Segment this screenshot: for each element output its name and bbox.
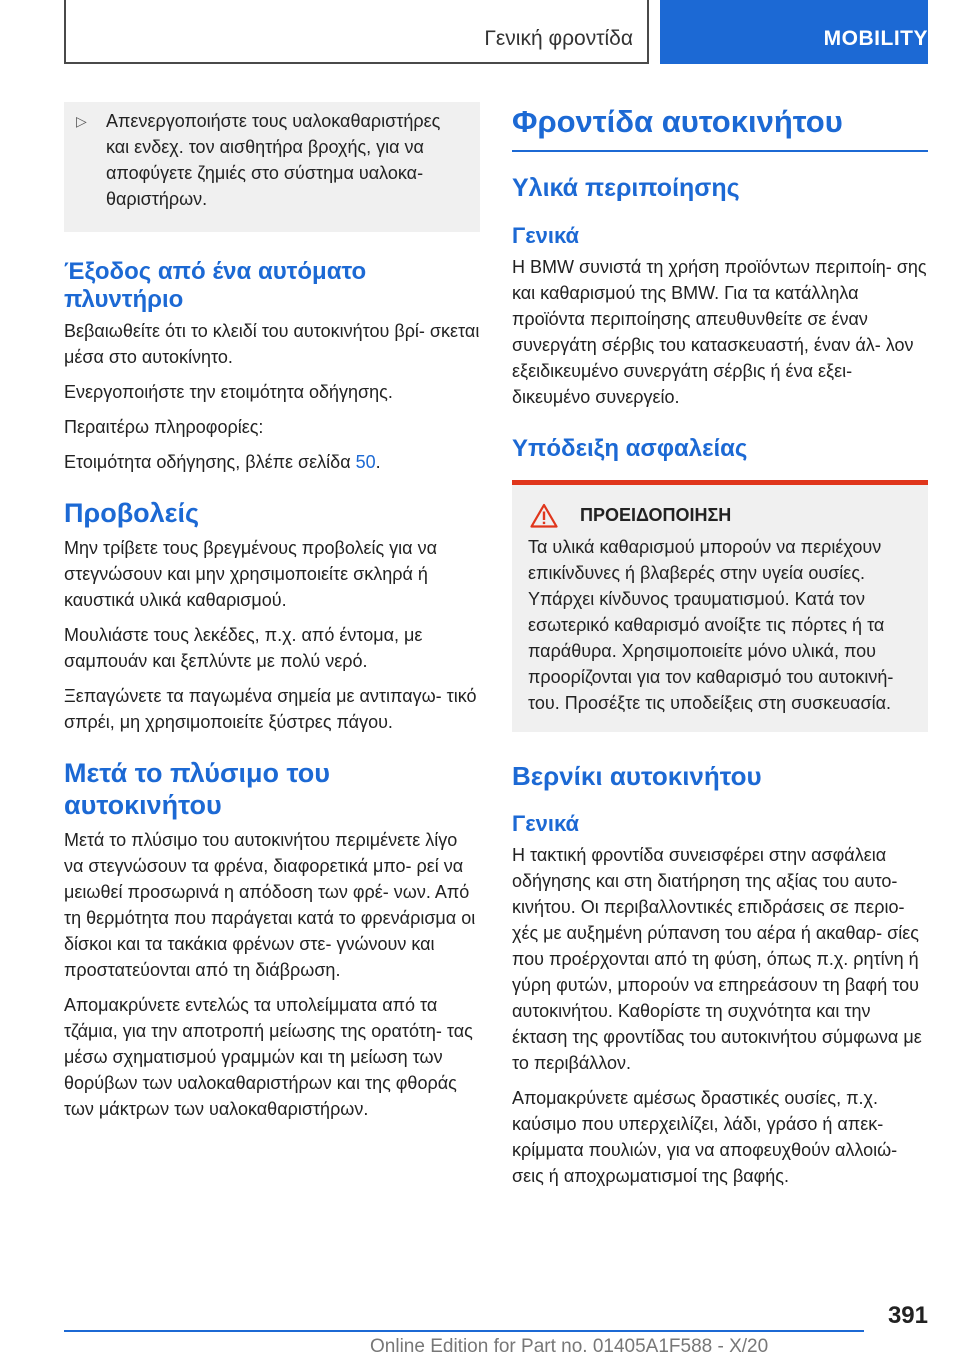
page-number: 391: [887, 1302, 928, 1329]
heading-general: Γενικά: [512, 811, 580, 836]
paragraph: Μουλιάστε τους λεκέδες, π.χ. από έντομα, με σαμπουάν και ξεπλύντε με πολύ νερό.: [64, 625, 423, 671]
triangle-bullet-icon: ▷: [76, 113, 87, 129]
chapter-tab: [660, 0, 928, 64]
footer-divider: [64, 1330, 864, 1332]
paragraph: Ενεργοποιήστε την ετοιμότητα οδήγησης.: [64, 382, 393, 402]
page-link[interactable]: 50: [355, 452, 376, 472]
paragraph: Ξεπαγώνετε τα παγωμένα σημεία με αντιπαγω‐ τικό σπρέι, μη χρησιμοποιείτε ξύστρες πάγου.: [64, 686, 477, 732]
right-column: [512, 102, 928, 1198]
paragraph: Μην τρίβετε τους βρεγμένους προβολείς για να στεγνώσουν και μην χρησιμοποιείτε σκληρά ή καυστικά υλικά καθαρισμού.: [64, 538, 437, 610]
paragraph: Η BMW συνιστά τη χρήση προϊόντων περιποίη‐ σης και καθαρισμού της BMW. Για τα κατάλληλα προϊόντα περιποίησης απευθυνθείτε σε έναν συνεργάτη σέρβις του κατασκευαστή, έναν άλ‐ λον εξειδικευμένο συνεργάτη σέρβις ή ένα εξει‐ δικευμένο συνεργείο.: [512, 257, 927, 407]
paragraph: Μετά το πλύσιμο του αυτοκινήτου περιμένετε λίγο να στεγνώσουν τα φρένα, διαφορετικά μπο‐ ρεί να μειωθεί προσωρινά η απόδοση των φρέ‐ νων. Από τη θερμότητα που παράγεται κατά το φρενάρισμα οι δίσκοι και τα τακάκια φρένων στε‐ γνώνουν και προστατεύονται από τη διάβρωση.: [64, 830, 476, 980]
section-heading-vehicle-care: Φροντίδα αυτοκινήτου: [512, 102, 928, 152]
heading-paintwork: Βερνίκι αυτοκινήτου: [512, 761, 762, 791]
page-header: [64, 0, 928, 64]
paragraph: Η τακτική φροντίδα συνεισφέρει στην ασφάλεια οδήγησης και στη διατήρηση της αξίας του αυτο‐ κινήτου. Οι περιβαλλοντικές επιδράσεις σε περιο‐ χές με αυξημένη ρύπανση του αέρα ή ακαθαρ‐ σίες που προέρχονται από τη φύση, όπως π.χ. ρητίνη ή γύρη φυτών, μπορούν να επηρεάσουν τη βαφή του αυτοκινήτου. Καθορίστε τη συχνότητα και την έκταση της φροντίδας του αυτοκινήτου σύμφωνα με το περιβάλλον.: [512, 845, 922, 1073]
note-box: [64, 102, 480, 232]
section-tab: [64, 0, 649, 64]
paragraph-reference: [64, 449, 480, 475]
footer-edition: Online Edition for Part no. 01405A1F588 - X/20: [370, 1336, 769, 1357]
heading-after-wash: Μετά το πλύσιμο του αυτοκινήτου: [64, 758, 330, 820]
section-title: Γενική φροντίδα: [484, 27, 633, 50]
heading-general: Γενικά: [512, 223, 580, 248]
paragraph: Απομακρύνετε αμέσως δραστικές ουσίες, π.χ. καύσιμο που υπερχειλίζει, λάδι, γράσο ή απεκ‐ κρίμματα πουλιών, για να αποφευχθούν αλλοιώ‐ σεις ή αποχρωματισμοί της βαφής.: [512, 1088, 898, 1186]
warning-text: Τα υλικά καθαρισμού μπορούν να περιέχουν επικίνδυνες ή βλαβερές στην υγεία ουσίες. Υπάρχει κίνδυνος τραυματισμού. Κατά τον εσωτερικό καθαρισμό ανοίξτε τις πόρτες ή τα παράθυρα. Χρησιμοποιείτε μόνο υλικά, που προορίζονται για τον καθαρισμό του αυτοκινή‐ του. Προσέξτε τις υποδείξεις στη συσκευασία.: [528, 537, 894, 713]
paragraph: Περαιτέρω πληροφορίες:: [64, 417, 264, 437]
chapter-title: MOBILITY: [823, 27, 928, 50]
heading-safety-note: Υπόδειξη ασφαλείας: [512, 435, 748, 462]
heading-care-products: Υλικά περιποίησης: [512, 174, 740, 202]
left-column: [64, 102, 480, 1131]
warning-box: [512, 480, 928, 732]
note-text: Απενεργοποιήστε τους υαλοκαθαριστήρες και ενδεχ. τον αισθητήρα βροχής, για να αποφύγετε ζημιές στο σύστημα υαλοκα‐ θαριστήρων.: [106, 111, 441, 209]
reference-end: .: [375, 452, 381, 472]
paragraph: Βεβαιωθείτε ότι το κλειδί του αυτοκινήτου βρί‐ σκεται μέσα στο αυτοκίνητο.: [64, 321, 480, 367]
warning-triangle-icon: [530, 503, 558, 528]
warning-label: ΠΡΟΕΙΔΟΠΟΙΗΣΗ: [580, 505, 732, 525]
reference-text: Ετοιμότητα οδήγησης, βλέπε σελίδα: [64, 452, 351, 472]
paragraph: Απομακρύνετε εντελώς τα υπολείμματα από τα τζάμια, για την αποτροπή μείωσης της ορατότη‐ τας μέσω σχηματισμού γραμμών και τη μείωση των θορύβων των υαλοκαθαριστήρων και της φθοράς των μάκτρων των υαλοκαθαριστήρων.: [64, 995, 473, 1119]
heading-exit-carwash: Έξοδος από ένα αυτόματο πλυντήριο: [64, 258, 367, 313]
warning-header: [524, 503, 916, 528]
heading-headlights: Προβολείς: [64, 498, 200, 528]
